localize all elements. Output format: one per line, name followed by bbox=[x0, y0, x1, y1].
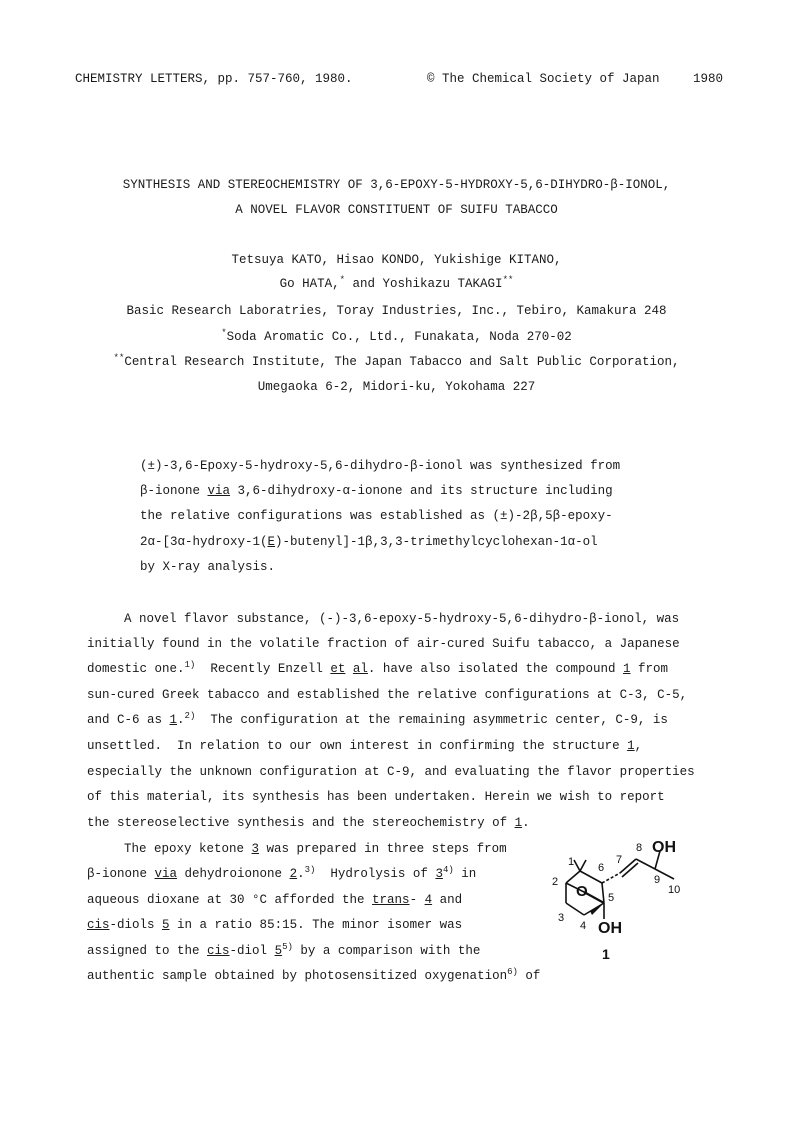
body-line: authentic sample obtained by photosensitized oxygenation$^{6)}$ of bbox=[87, 967, 541, 983]
structure-atom-number: 4 bbox=[580, 920, 587, 932]
structure-atom-number: 8 bbox=[636, 842, 643, 854]
reference-mark: 1) bbox=[184, 660, 196, 670]
journal-citation: CHEMISTRY LETTERS, pp. 757-760, 1980. bbox=[75, 72, 353, 86]
reference-mark: 5) bbox=[282, 942, 293, 952]
structure-atom-number: 2 bbox=[552, 876, 559, 888]
affiliation-toray: Basic Research Laboratries, Toray Industries, Inc., Tebiro, Kamakura 248 bbox=[126, 304, 667, 318]
structure-oh-top: OH bbox=[652, 839, 676, 856]
author-mark-double-star: ** bbox=[502, 275, 514, 285]
author-line-1: Tetsuya KATO, Hisao KONDO, Yukishige KITANO, bbox=[231, 253, 562, 267]
structure-atom-number: 5 bbox=[608, 892, 615, 904]
author-takagi: and Yoshikazu TAKAGI bbox=[345, 277, 503, 291]
body-line: aqueous dioxane at 30 °C afforded the trans- 4 and bbox=[87, 893, 463, 907]
reference-mark: 6) bbox=[507, 967, 518, 977]
body-line: of this material, its synthesis has been undertaken. Herein we wish to report bbox=[87, 790, 665, 804]
chemical-structure-diagram bbox=[540, 835, 700, 965]
abstract-line-3: the relative configurations was established as (±)-2β,5β-epoxy- bbox=[140, 509, 613, 523]
paper-title-line-2: A NOVEL FLAVOR CONSTITUENT OF SUIFU TABACCO bbox=[235, 203, 558, 217]
affiliation-soda: *Soda Aromatic Co., Ltd., Funakata, Noda 270-02 bbox=[221, 328, 572, 344]
structure-oh-bottom: OH bbox=[598, 920, 622, 937]
body-line: domestic one.$^{1)}$ Recently Enzell et al. have also isolated the compound 1 from bbox=[87, 660, 668, 676]
structure-atom-number: 1 bbox=[568, 856, 575, 868]
structure-ring-oxygen: O bbox=[576, 883, 588, 900]
structure-compound-label: 1 bbox=[602, 946, 610, 962]
structure-atom-number: 6 bbox=[598, 862, 605, 874]
copyright-notice: © The Chemical Society of Japan bbox=[427, 72, 660, 86]
body-line: and C-6 as 1.$^{2)}$ The configuration at the remaining asymmetric center, C-9, is bbox=[87, 711, 668, 727]
paper-title-line-1: SYNTHESIS AND STEREOCHEMISTRY OF 3,6-EPOXY-5-HYDROXY-5,6-DIHYDRO-β-IONOL, bbox=[122, 178, 671, 192]
abstract-line-5: by X-ray analysis. bbox=[140, 560, 276, 574]
author-mark-star: * bbox=[339, 275, 346, 285]
body-line: the stereoselective synthesis and the stereochemistry of 1. bbox=[87, 816, 530, 830]
header-year: 1980 bbox=[693, 72, 724, 86]
author-line-2 bbox=[0, 277, 793, 291]
affiliation-mark-double-star: ** bbox=[113, 353, 125, 363]
body-line: especially the unknown configuration at C-9, and evaluating the flavor properties bbox=[87, 765, 695, 779]
structure-atom-number: 10 bbox=[668, 884, 681, 896]
body-line: unsettled. In relation to our own interest in confirming the structure 1, bbox=[87, 739, 643, 753]
reference-mark: 4) bbox=[442, 865, 454, 875]
structure-atom-number: 3 bbox=[558, 912, 565, 924]
affiliation-mark-star: * bbox=[221, 328, 227, 338]
reference-mark: 2) bbox=[184, 711, 196, 721]
abstract-line-4: 2α-[3α-hydroxy-1(E)-butenyl]-1β,3,3-trimethylcyclohexan-1α-ol bbox=[140, 535, 598, 549]
affiliation-address: Umegaoka 6-2, Midori-ku, Yokohama 227 bbox=[257, 380, 536, 394]
author-hata: Go HATA, bbox=[279, 277, 340, 291]
structure-atom-number: 9 bbox=[654, 874, 661, 886]
body-line: initially found in the volatile fraction of air-cured Suifu tabacco, a Japanese bbox=[87, 637, 680, 651]
body-line: assigned to the cis-diol 5$^{5)}$ by a comparison with the bbox=[87, 942, 481, 958]
body-line: A novel flavor substance, (-)-3,6-epoxy-5-hydroxy-5,6-dihydro-β-ionol, was bbox=[124, 612, 680, 626]
body-line: β-ionone via dehydroionone 2.$^{3)}$ Hydrolysis of 3$^{4)}$ in bbox=[87, 865, 477, 881]
affiliation-tabacco: **Central Research Institute, The Japan Tabacco and Salt Public Corporation, bbox=[113, 353, 680, 369]
body-line: cis-diols 5 in a ratio 85:15. The minor isomer was bbox=[87, 918, 463, 932]
abstract-line-2: β-ionone via 3,6-dihydroxy-α-ionone and its structure including bbox=[140, 484, 613, 498]
body-line: The epoxy ketone 3 was prepared in three steps from bbox=[124, 842, 507, 856]
body-line: sun-cured Greek tabacco and established the relative configurations at C-3, C-5, bbox=[87, 688, 688, 702]
structure-atom-number: 7 bbox=[616, 854, 623, 866]
reference-mark: 3) bbox=[304, 865, 316, 875]
abstract-line-1: (±)-3,6-Epoxy-5-hydroxy-5,6-dihydro-β-ionol was synthesized from bbox=[140, 459, 621, 473]
